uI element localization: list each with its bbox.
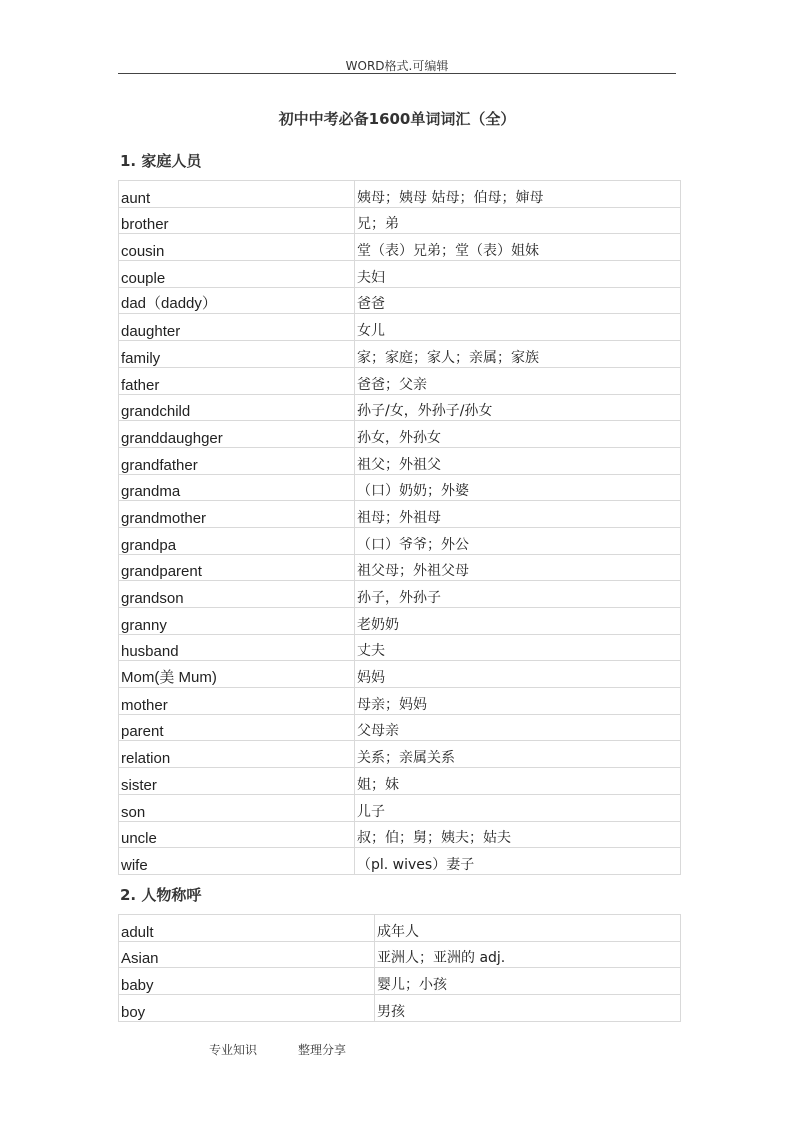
meaning-cell: 妈妈	[355, 661, 681, 688]
table-row	[119, 421, 681, 448]
table-row	[119, 794, 681, 821]
table-row	[119, 581, 681, 608]
table-row	[119, 741, 681, 768]
meaning-cell: 亚洲人；亚洲的 adj.	[375, 941, 681, 968]
meaning-cell: 叔；伯；舅；姨夫；姑夫	[355, 821, 681, 848]
table-row	[119, 995, 681, 1022]
word-cell: daughter	[119, 314, 355, 341]
table-row	[119, 661, 681, 688]
meaning-cell: （口）爷爷；外公	[355, 527, 681, 554]
word-cell: granddaughger	[119, 421, 355, 448]
table-row	[119, 821, 681, 848]
table-row	[119, 634, 681, 661]
word-cell: adult	[119, 915, 375, 942]
table-row	[119, 941, 681, 968]
meaning-cell: 爸爸；父亲	[355, 367, 681, 394]
word-cell: uncle	[119, 821, 355, 848]
vocab-table-people	[118, 914, 681, 1022]
meaning-cell: （pl. wives）妻子	[355, 848, 681, 875]
table-row	[119, 234, 681, 261]
word-cell: husband	[119, 634, 355, 661]
table-row	[119, 367, 681, 394]
word-cell: mother	[119, 688, 355, 715]
page-header: WORD格式.可编辑	[345, 59, 449, 73]
meaning-cell: 婴儿；小孩	[375, 968, 681, 995]
word-cell: father	[119, 367, 355, 394]
section-heading-family: 1. 家庭人员	[120, 152, 202, 170]
table-row	[119, 554, 681, 581]
word-cell: dad（daddy）	[119, 287, 355, 314]
meaning-cell: 母亲；妈妈	[355, 688, 681, 715]
table-row	[119, 287, 681, 314]
word-cell: Mom(美 Mum)	[119, 661, 355, 688]
meaning-cell: 孙子/女，外孙子/孙女	[355, 394, 681, 421]
table-row	[119, 261, 681, 288]
table-row	[119, 314, 681, 341]
table-row	[119, 501, 681, 528]
table-row	[119, 527, 681, 554]
table-row	[119, 181, 681, 208]
word-cell: Asian	[119, 941, 375, 968]
meaning-cell: 儿子	[355, 794, 681, 821]
meaning-cell: 祖父母；外祖父母	[355, 554, 681, 581]
word-cell: sister	[119, 768, 355, 795]
word-cell: boy	[119, 995, 375, 1022]
word-cell: grandma	[119, 474, 355, 501]
word-cell: grandparent	[119, 554, 355, 581]
meaning-cell: 男孩	[375, 995, 681, 1022]
meaning-cell: （口）奶奶；外婆	[355, 474, 681, 501]
document-title: 初中中考必备1600单词词汇（全）	[278, 110, 516, 128]
meaning-cell: 兄；弟	[355, 207, 681, 234]
table-row	[119, 968, 681, 995]
header-divider	[118, 73, 676, 74]
word-cell: parent	[119, 714, 355, 741]
word-cell: grandfather	[119, 447, 355, 474]
meaning-cell: 老奶奶	[355, 608, 681, 635]
table-row	[119, 768, 681, 795]
meaning-cell: 姐；妹	[355, 768, 681, 795]
meaning-cell: 堂（表）兄弟；堂（表）姐妹	[355, 234, 681, 261]
table-row	[119, 688, 681, 715]
meaning-cell: 成年人	[375, 915, 681, 942]
table-row	[119, 714, 681, 741]
word-cell: grandchild	[119, 394, 355, 421]
word-cell: relation	[119, 741, 355, 768]
footer-right-text: 整理分享	[298, 1043, 347, 1057]
meaning-cell: 父母亲	[355, 714, 681, 741]
meaning-cell: 姨母；姨母 姑母；伯母；婶母	[355, 181, 681, 208]
meaning-cell: 关系；亲属关系	[355, 741, 681, 768]
meaning-cell: 爸爸	[355, 287, 681, 314]
meaning-cell: 女儿	[355, 314, 681, 341]
table-row	[119, 341, 681, 368]
word-cell: family	[119, 341, 355, 368]
table-row	[119, 474, 681, 501]
word-cell: grandmother	[119, 501, 355, 528]
word-cell: couple	[119, 261, 355, 288]
meaning-cell: 丈夫	[355, 634, 681, 661]
meaning-cell: 夫妇	[355, 261, 681, 288]
word-cell: son	[119, 794, 355, 821]
word-cell: granny	[119, 608, 355, 635]
table-row	[119, 608, 681, 635]
word-cell: wife	[119, 848, 355, 875]
section-heading-people: 2. 人物称呼	[120, 886, 202, 904]
table-row	[119, 915, 681, 942]
table-row	[119, 207, 681, 234]
vocab-table-family	[118, 180, 681, 875]
word-cell: grandpa	[119, 527, 355, 554]
word-cell: brother	[119, 207, 355, 234]
meaning-cell: 祖母；外祖母	[355, 501, 681, 528]
table-row	[119, 848, 681, 875]
table-row	[119, 447, 681, 474]
footer-left-text: 专业知识	[209, 1043, 258, 1057]
word-cell: grandson	[119, 581, 355, 608]
meaning-cell: 孙子，外孙子	[355, 581, 681, 608]
word-cell: baby	[119, 968, 375, 995]
table-row	[119, 394, 681, 421]
word-cell: cousin	[119, 234, 355, 261]
word-cell: aunt	[119, 181, 355, 208]
meaning-cell: 祖父；外祖父	[355, 447, 681, 474]
meaning-cell: 孙女，外孙女	[355, 421, 681, 448]
meaning-cell: 家；家庭；家人；亲属；家族	[355, 341, 681, 368]
